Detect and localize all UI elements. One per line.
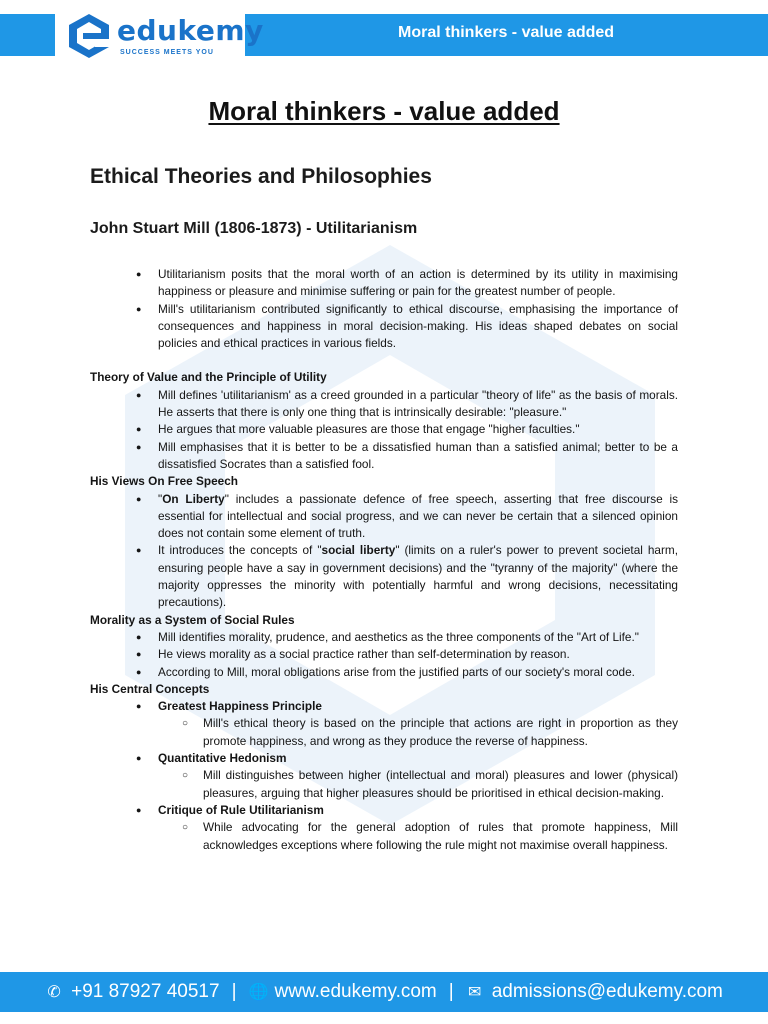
list-item: ● Mill emphasises that it is better to be a dissatisfied human than a satisfied animal; better to be a dissatisfied Socrates than a satisfied fool. (90, 439, 678, 474)
list-item: ● Mill identifies morality, prudence, and aesthetics as the three components of the "Art of Life." (90, 629, 678, 646)
concept-detail: ○ Mill distinguishes between higher (intellectual and moral) pleasures and lower (physical) pleasures, arguing that higher pleasures should be prioritised in ethical decision-making. (158, 767, 678, 802)
concept-item (90, 698, 678, 750)
page-header (0, 0, 768, 70)
social-rules-heading: Morality as a System of Social Rules (90, 612, 295, 627)
document-title: Moral thinkers - value added (208, 96, 560, 126)
footer-separator: | (231, 981, 237, 1002)
list-item: ● Mill's utilitarianism contributed significantly to ethical discourse, emphasising the importance of consequences and happiness in moral decision-making. His ideas shaped debates on social policies and ethical practices in various fields. (90, 301, 678, 353)
list-item: ● Mill defines 'utilitarianism' as a creed grounded in a particular "theory of life" as the basis of morals. He asserts that there is only one thing that is intrinsically desirable: "pleasure." (90, 387, 678, 422)
list-item: ● He argues that more valuable pleasures are those that engage "higher faculties." (90, 421, 678, 438)
list-item: ● It introduces the concepts of "social liberty" (limits on a ruler's power to prevent societal harm, ensuring people have a say in government decisions) and the "tyranny of the majority" (where the majority oppresses the minority with potentially harmful and wrong decisions, necessitating precautions). (90, 542, 678, 611)
social-liberty-term: social liberty (321, 543, 396, 558)
footer-phone[interactable]: +91 87927 40517 (71, 981, 220, 1002)
concept-name: Greatest Happiness Principle (158, 699, 322, 714)
list-item: ● He views morality as a social practice rather than self-determination by reason. (90, 646, 678, 663)
concept-name: Quantitative Hedonism (158, 751, 287, 766)
list-item: ● "On Liberty" includes a passionate defence of free speech, asserting that free discourse is essential for intellectual and social progress, and we can never be certain that a silenced opinion does not contain some element of truth. (90, 491, 678, 543)
footer-website[interactable]: www.edukemy.com (274, 981, 437, 1002)
section-subheading: John Stuart Mill (1806-1873) - Utilitarianism (90, 220, 418, 237)
page-footer (0, 972, 768, 1012)
globe-icon: 🌐 (248, 984, 269, 1001)
on-liberty-term: On Liberty (162, 491, 225, 506)
footer-email[interactable]: admissions@edukemy.com (491, 981, 723, 1002)
document-body (90, 266, 678, 854)
theory-of-value-heading: Theory of Value and the Principle of Utility (90, 370, 327, 385)
logo[interactable] (55, 0, 264, 70)
header-title: Moral thinkers - value added (398, 24, 615, 41)
logo-tagline: SUCCESS MEETS YOU (120, 49, 214, 56)
central-concepts-list (90, 698, 678, 854)
logo-mark-icon (67, 12, 111, 60)
concept-item (90, 802, 678, 854)
theory-of-value-list (90, 387, 678, 473)
list-item: ● Utilitarianism posits that the moral worth of an action is determined by its utility in maximising happiness or pleasure and minimise suffering or pain for the greatest number of people. (90, 266, 678, 301)
social-rules-list (90, 629, 678, 681)
concept-detail: ○ Mill's ethical theory is based on the principle that actions are right in proportion as they promote happiness, and wrong as they produce the reverse of happiness. (158, 715, 678, 750)
concept-name: Critique of Rule Utilitarianism (158, 802, 324, 817)
central-concepts-heading: His Central Concepts (90, 681, 210, 696)
concept-detail: ○ While advocating for the general adoption of rules that promote happiness, Mill acknowledges exceptions where following the rule might not maximise overall happiness. (158, 819, 678, 854)
free-speech-list (90, 491, 678, 612)
concept-item (90, 750, 678, 802)
mail-icon: ✉ (468, 984, 482, 1001)
section-heading: Ethical Theories and Philosophies (90, 165, 432, 188)
logo-text: edukemy (117, 14, 264, 47)
free-speech-heading: His Views On Free Speech (90, 474, 238, 489)
footer-separator: | (448, 981, 454, 1002)
list-item: ● According to Mill, moral obligations arise from the justified parts of our society's moral code. (90, 664, 678, 681)
phone-icon: ✆ (47, 984, 61, 1001)
intro-list (90, 266, 678, 352)
